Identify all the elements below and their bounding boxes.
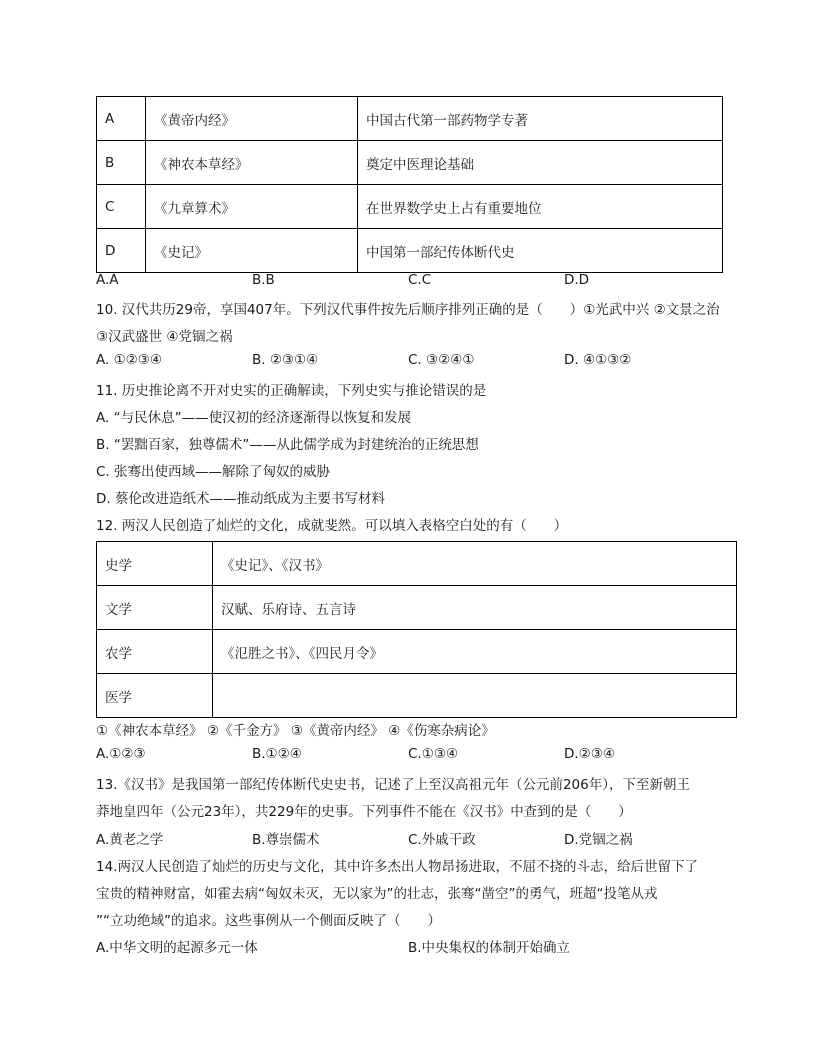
table-row (97, 229, 723, 273)
table-cell: 中国第一部纪传体断代史 (358, 229, 723, 273)
q11-option-a[interactable]: A. “与民休息”——使汉初的经济逐渐得以恢复和发展 (96, 410, 412, 426)
q12-option-d[interactable]: D.②③④ (564, 746, 615, 762)
q11-option-c[interactable]: C. 张骞出使西域——解除了匈奴的威胁 (96, 464, 331, 480)
q10-stem-line2: ③汉武盛世 ④党锢之祸 (96, 329, 233, 345)
q9-option-c[interactable]: C.C (408, 272, 432, 288)
table-cell: 农学 (97, 630, 213, 674)
q12-choices: ①《神农本草经》 ②《千金方》 ③《黄帝内经》 ④《伤寒杂病论》 (96, 723, 495, 739)
table-cell: 医学 (97, 674, 213, 718)
table-row (97, 185, 723, 229)
table-cell: 《氾胜之书》、《四民月令》 (213, 630, 737, 674)
q10-stem-line1: 10. 汉代共历29帝，享国407年。下列汉代事件按先后顺序排列正确的是（ ）①光武中兴 ②文景之治 (96, 302, 720, 318)
table-cell: 史学 (97, 542, 213, 586)
table-cell: 《史记》、《汉书》 (213, 542, 737, 586)
q9-option-a[interactable]: A.A (96, 272, 119, 288)
q13-stem-line1: 13.《汉书》是我国第一部纪传体断代史史书，记述了上至汉高祖元年（公元前206年），下至新朝王 (96, 777, 690, 793)
q13-option-a[interactable]: A.黄老之学 (96, 832, 164, 848)
table-cell: 在世界数学史上占有重要地位 (358, 185, 723, 229)
table-cell: 中国古代第一部药物学专著 (358, 97, 723, 141)
table-row (97, 586, 737, 630)
table-cell: A (97, 97, 146, 141)
q9-table (96, 96, 723, 273)
table-row (97, 630, 737, 674)
q13-option-c[interactable]: C.外戚干政 (408, 832, 476, 848)
q13-stem-line2: 莽地皇四年（公元23年），共229年的史事。下列事件不能在《汉书》中查到的是（ ） (96, 804, 632, 820)
table-cell: 《黄帝内经》 (146, 97, 358, 141)
table-cell: 奠定中医理论基础 (358, 141, 723, 185)
q14-option-b[interactable]: B.中央集权的体制开始确立 (408, 940, 571, 956)
table-cell: 《史记》 (146, 229, 358, 273)
q10-option-b[interactable]: B. ②③①④ (252, 352, 319, 368)
q14-stem-line1: 14.两汉人民创造了灿烂的历史与文化，其中许多杰出人物昂扬进取，不屈不挠的斗志，给后世留下了 (96, 859, 698, 875)
table-row (97, 674, 737, 718)
table-cell: 文学 (97, 586, 213, 630)
q11-option-b[interactable]: B. “罢黜百家，独尊儒术”——从此儒学成为封建统治的正统思想 (96, 437, 479, 453)
table-cell: 汉赋、乐府诗、五言诗 (213, 586, 737, 630)
q12-table (96, 541, 737, 718)
q14-option-a[interactable]: A.中华文明的起源多元一体 (96, 940, 258, 956)
q12-option-b[interactable]: B.①②④ (252, 746, 302, 762)
q13-option-b[interactable]: B.尊崇儒术 (252, 832, 320, 848)
q14-stem-line3: ”“立功绝域”的追求。这些事例从一个侧面反映了（ ） (96, 913, 441, 929)
q14-stem-line2: 宝贵的精神财富，如霍去病“匈奴未灭，无以家为”的壮志，张骞“凿空”的勇气，班超“投笔从戎 (96, 886, 658, 902)
q13-option-d[interactable]: D.党锢之祸 (564, 832, 633, 848)
q12-option-c[interactable]: C.①③④ (408, 746, 459, 762)
q10-option-d[interactable]: D. ④①③② (564, 352, 632, 368)
q11-option-d[interactable]: D. 蔡伦改进造纸术——推动纸成为主要书写材料 (96, 491, 385, 507)
table-cell: C (97, 185, 146, 229)
q10-option-a[interactable]: A. ①②③④ (96, 352, 162, 368)
q10-option-c[interactable]: C. ③②④① (408, 352, 475, 368)
q9-option-b[interactable]: B.B (252, 272, 275, 288)
q12-stem: 12. 两汉人民创造了灿烂的文化，成就斐然。可以填入表格空白处的有（ ） (96, 518, 568, 534)
table-row (97, 97, 723, 141)
table-cell: B (97, 141, 146, 185)
table-cell: D (97, 229, 146, 273)
q9-option-d[interactable]: D.D (564, 272, 590, 288)
q11-stem: 11. 历史推论离不开对史实的正确解读，下列史实与推论错误的是 (96, 383, 487, 399)
table-row (97, 542, 737, 586)
table-cell: 《神农本草经》 (146, 141, 358, 185)
q12-option-a[interactable]: A.①②③ (96, 746, 146, 762)
table-row (97, 141, 723, 185)
table-cell: 《九章算术》 (146, 185, 358, 229)
table-cell-blank (213, 674, 737, 718)
